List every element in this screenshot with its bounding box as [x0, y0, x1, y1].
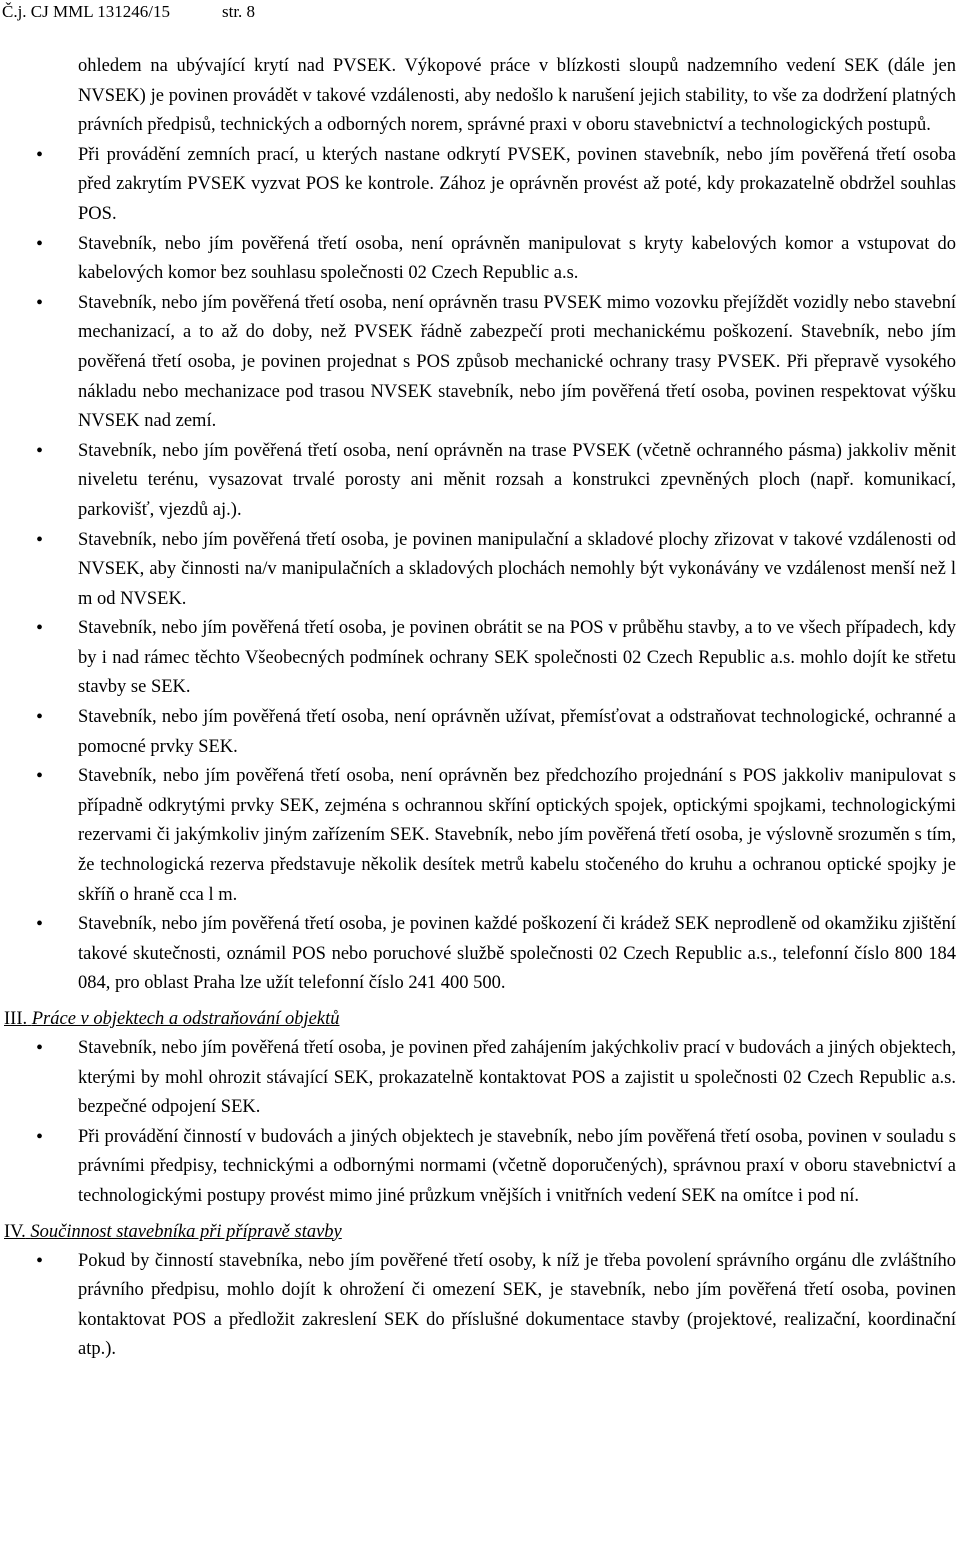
section-heading-3	[4, 1005, 960, 1034]
list-item	[0, 1034, 960, 1123]
list-item-text: Stavebník, nebo jím pověřená třetí osoba, je povinen obrátit se na POS v průběhu stavby, a to ve všech případech, kdy by i nad rámec těchto Všeobecných podmínek ochrany SEK společnosti 02 Czech Republic a.s. mohlo dojít ke střetu stavby se SEK.	[78, 618, 956, 698]
bullet-icon: •	[36, 528, 44, 551]
list-item-text: Při provádění činností v budovách a jiných objektech je stavebník, nebo jím pověřená třetí osoba, povinen v souladu s právními předpisy, technickými a odbornými normami (včetně doporučených), správnou praxí v oboru stavebnictví a technologickými postupy provést mimo jiné průzkum vnějších i vnitřních vedení SEK na omítce i pod ní.	[78, 1126, 956, 1206]
bullet-icon: •	[36, 143, 44, 166]
list-item	[0, 437, 960, 526]
list-item	[0, 230, 960, 289]
list-item-text: Při provádění zemních prací, u kterých nastane odkrytí PVSEK, povinen stavebník, nebo jím pověřená třetí osoba před zakrytím PVSEK vyzvat POS ke kontrole. Zához je oprávněn provést až poté, kdy prokazatelně obdržel souhlas POS.	[78, 144, 956, 224]
list-item	[0, 703, 960, 762]
list-item	[0, 614, 960, 703]
bullet-icon: •	[36, 706, 44, 729]
list-item-text: Stavebník, nebo jím pověřená třetí osoba, je povinen každé poškození či krádež SEK neprodleně od okamžiku zjištění takové skutečnosti, oznámil POS nebo poruchové službě společnosti 02 Czech Republic a.s., telefonní číslo 800 184 084, pro oblast Praha lze užít telefonní číslo 241 400 500.	[78, 914, 956, 994]
bullet-icon: •	[36, 291, 44, 314]
bullet-icon: •	[36, 439, 44, 462]
section-title: Práce v objektech a odstraňování objektů	[31, 1009, 340, 1029]
list-item	[0, 910, 960, 999]
bullet-icon: •	[36, 1037, 44, 1059]
lead-paragraph: ohledem na ubývající krytí nad PVSEK. Výkopové práce v blízkosti sloupů nadzemního vedení SEK (dále jen NVSEK) je povinen provádět v takové vzdálenosti, aby nedošlo k narušení jejich stability, to vše za dodržení platných právních předpisů, technických a odborných norem, správné praxi v oboru stavebnictví a technologických postupů.	[78, 56, 956, 136]
page-header	[2, 2, 255, 22]
bullet-icon: •	[36, 765, 44, 788]
list-item-text: Stavebník, nebo jím pověřená třetí osoba, je povinen manipulační a skladové plochy zřizovat v takové vzdálenosti od NVSEK, aby činnosti na/v manipulačních a skladových plochách nemohly být vykonávány ve vzdálenost menší než l m od NVSEK.	[78, 529, 956, 609]
list-item-text: Stavebník, nebo jím pověřená třetí osoba, není oprávněn na trase PVSEK (včetně ochranného pásma) jakkoliv měnit niveletu terénu, vysazovat trvalé porosty ani měnit rozsah a konstrukci zpevněných ploch (např. komunikací, parkovišť, vjezdů aj.).	[78, 440, 956, 520]
page-content	[0, 52, 960, 1365]
bullet-list-section-4	[0, 1247, 960, 1365]
list-item-text: Stavebník, nebo jím pověřená třetí osoba, je povinen před zahájením jakýchkoliv prací v budovách a jiných objektech, kterými by mohl ohrozit stávající SEK, prokazatelně kontaktovat POS a zajistit u společnosti 02 Czech Republic a.s. bezpečné odpojení SEK.	[78, 1038, 956, 1118]
list-item	[0, 1247, 960, 1365]
bullet-icon: •	[36, 1249, 44, 1272]
list-item	[0, 141, 960, 230]
list-item	[0, 289, 960, 437]
list-item-text: Pokud by činností stavebníka, nebo jím pověřené třetí osoby, k níž je třeba povolení správního orgánu dle zvláštního právního předpisu, mohlo dojít k ohrožení či omezení SEK, je stavebník, nebo jím pověřená třetí osoba, povinen kontaktovat POS a předložit zakreslení SEK do příslušné dokumentace stavby (projektové, realizační, koordinační atp.).	[78, 1250, 956, 1360]
bullet-icon: •	[36, 617, 44, 640]
list-item	[0, 526, 960, 615]
list-item-text: Stavebník, nebo jím pověřená třetí osoba, není oprávněn trasu PVSEK mimo vozovku přejíždět vozidly nebo stavební mechanizací, a to až do doby, než PVSEK řádně zabezpečí proti mechanickému poškození. Stavebník, nebo jím pověřená třetí osoba, je povinen projednat s POS způsob mechanické ochrany trasy PVSEK. Při přepravě vysokého nákladu nebo mechanizace pod trasou NVSEK stavebník, nebo jím pověřená třetí osoba, povinen respektovat výšku NVSEK nad zemí.	[78, 292, 956, 432]
list-item	[0, 1123, 960, 1212]
section-title: Součinnost stavebníka při přípravě stavby	[30, 1221, 342, 1242]
bullet-icon: •	[36, 1125, 44, 1148]
bullet-icon: •	[36, 232, 44, 255]
bullet-list-section-3	[0, 1034, 960, 1212]
section-heading-4	[4, 1218, 960, 1247]
section-number: IV.	[4, 1221, 26, 1242]
list-item	[0, 762, 960, 910]
bullet-icon: •	[36, 913, 44, 936]
list-item-text: Stavebník, nebo jím pověřená třetí osoba, není oprávněn užívat, přemísťovat a odstraňovat technologické, ochranné a pomocné prvky SEK.	[78, 707, 956, 757]
list-item-text: Stavebník, nebo jím pověřená třetí osoba, není oprávněn manipulovat s kryty kabelových komor a vstupovat do kabelových komor bez souhlasu společnosti 02 Czech Republic a.s.	[78, 233, 956, 284]
reference-number: Č.j. CJ MML 131246/15	[2, 2, 170, 21]
list-item-text: Stavebník, nebo jím pověřená třetí osoba, není oprávněn bez předchozího projednání s POS jakkoliv manipulovat s případně odkrytými prvky SEK, zejména s ochrannou skříní optických spojek, optickými spojkami, technologickými rezervami či jakýmkoliv jiným zařízením SEK. Stavebník, nebo jím pověřená třetí osoba, je výslovně srozuměn s tím, že technologická rezerva představuje několik desítek metrů kabelu stočeného do kruhu a ochranou optické spojky je skříň o hraně cca l m.	[78, 766, 956, 905]
section-number: III.	[4, 1009, 28, 1029]
page-number: str. 8	[221, 2, 256, 21]
bullet-list-a	[0, 141, 960, 999]
